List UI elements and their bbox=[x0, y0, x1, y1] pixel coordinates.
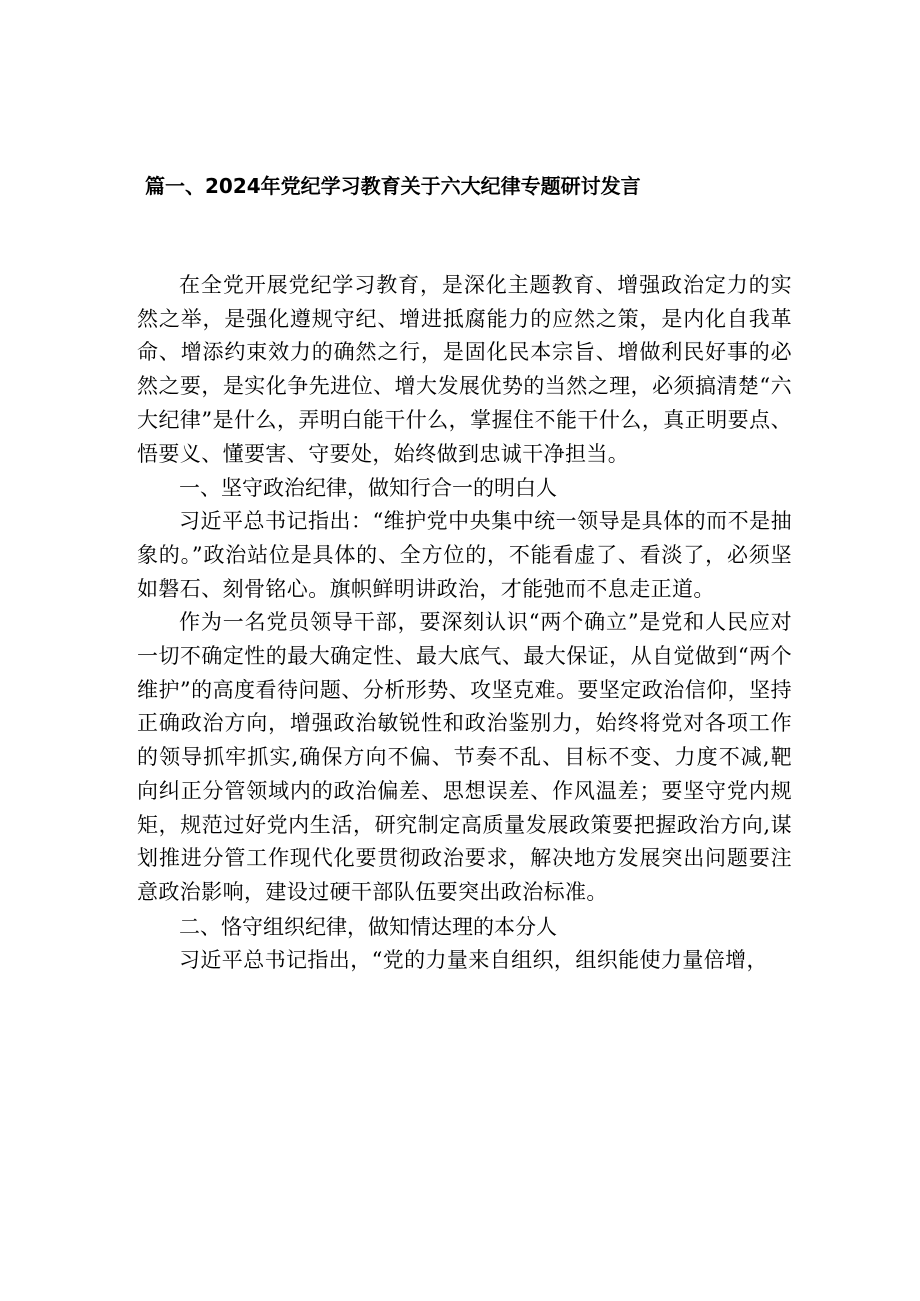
intro-paragraph: 在全党开展党纪学习教育，是深化主题教育、增强政治定力的实然之举，是强化遵规守纪、增进抵腐能力的应然之策，是内化自我革命、增添约束效力的确然之行，是固化民本宗旨、增做利民好事的必然之要，是实化争先进位、增大发展优势的当然之理，必须搞清楚“六大纪律”是什么，弄明白能干什么，掌握住不能干什么，真正明要点、悟要义、懂要害、守要处，始终做到忠诚干净担当。 bbox=[137, 273, 792, 466]
section1-paragraph-quote: 习近平总书记指出：“维护党中央集中统一领导是具体的而不是抽象的。”政治站位是具体的、全方位的，不能看虚了、看淡了，必须坚如磐石、刻骨铭心。旗帜鲜明讲政治，才能弛而不息走正道。 bbox=[137, 509, 792, 601]
section2-paragraph-quote: 习近平总书记指出，“党的力量来自组织，组织能使力量倍增， bbox=[179, 947, 768, 972]
section-heading-organizational-discipline: 二、恪守组织纪律，做知情达理的本分人 bbox=[179, 914, 557, 939]
section-heading-political-discipline: 一、坚守政治纪律，做知行合一的明白人 bbox=[179, 476, 557, 501]
document-title: 篇一、2024年党纪学习教育关于六大纪律专题研讨发言 bbox=[145, 174, 641, 198]
section1-paragraph-detail: 作为一名党员领导干部，要深刻认识“两个确立”是党和人民应对一切不确定性的最大确定性、最大底气、最大保证，从自觉做到“两个维护”的高度看待问题、分析形势、攻坚克难。要坚定政治信仰，坚持正确政治方向，增强政治敏锐性和政治鉴别力，始终将党对各项工作的领导抓牢抓实,确保方向不偏、节奏不乱、目标不变、力度不减,靶向纠正分管领域内的政治偏差、思想误差、作风温差；要坚守党内规矩，规范过好党内生活，研究制定高质量发展政策要把握政治方向,谋划推进分管工作现代化要贯彻政治要求，解决地方发展突出问题要注意政治影响，建设过硬干部队伍要突出政治标准。 bbox=[137, 610, 792, 904]
document-body bbox=[137, 269, 792, 977]
